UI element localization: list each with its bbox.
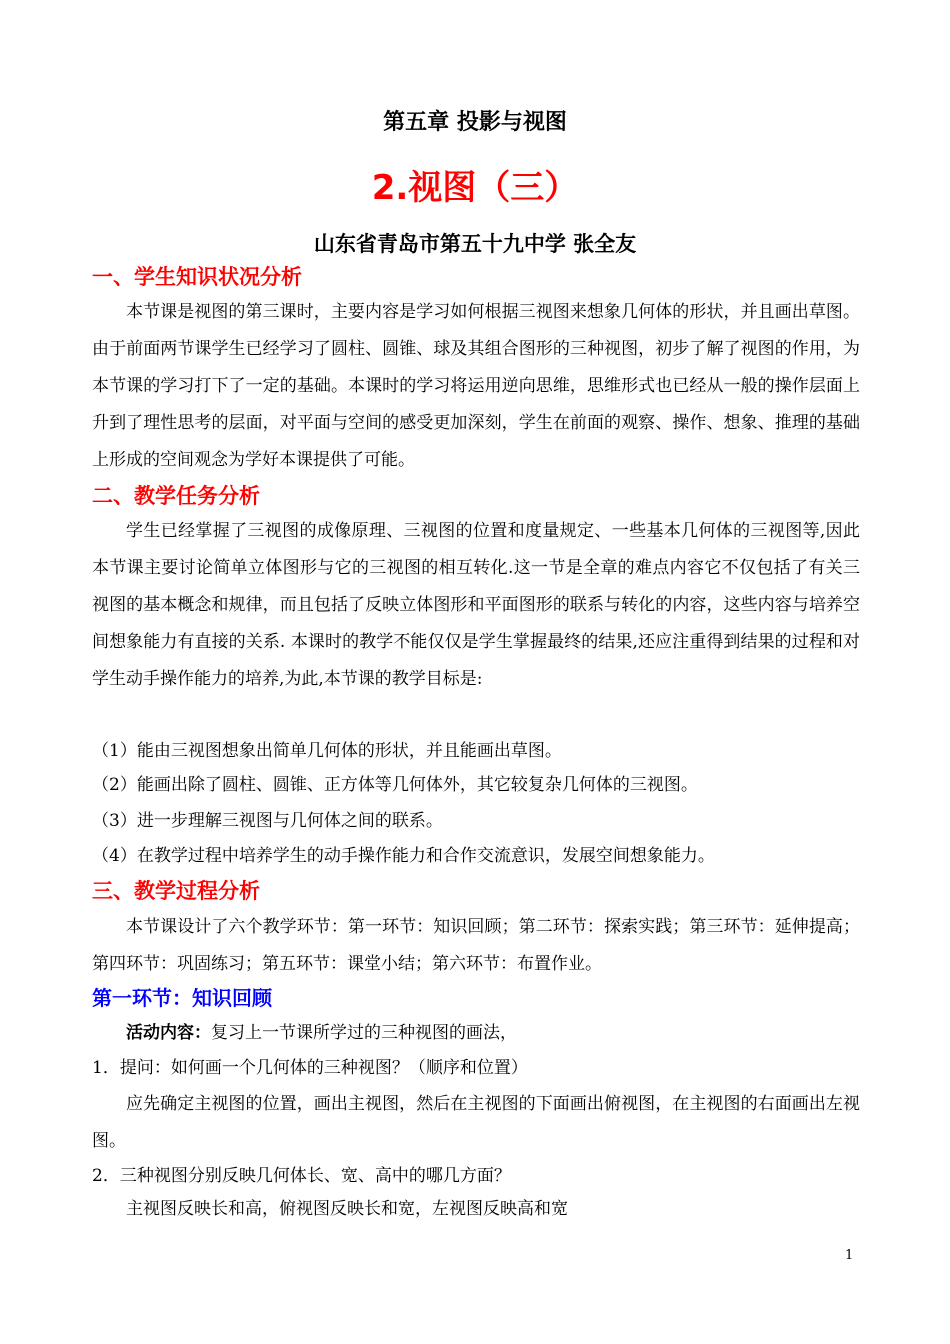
step-1-heading: 第一环节：知识回顾 bbox=[92, 986, 272, 1010]
activity-label: 活动内容： bbox=[126, 1023, 211, 1043]
answer-2: 主视图反映长和高，俯视图反映长和宽，左视图反映高和宽 bbox=[126, 1199, 568, 1219]
section-heading-1: 一、学生知识状况分析 bbox=[92, 265, 302, 289]
section-2-body: 学生已经掌握了三视图的成像原理、三视图的位置和度量规定、一些基本几何体的三视图等,因此本节课主要讨论简单立体图形与它的三视图的相互转化.这一节是全章的难点内容它不仅包括了有关三视图的基本概念和规律，而且包括了反映立体图形和平面图形的联系与转化的内容，这些内容与培养空间想象能力有直接的关系. 本课时的教学不能仅仅是学生掌握最终的结果,还应注重得到结果的过程和对学生动手操作能力的培养,为此,本节课的教学目标是: bbox=[92, 521, 860, 689]
question-2: 2．三种视图分别反映几何体长、宽、高中的哪几方面？ bbox=[92, 1166, 511, 1186]
section-heading-3: 三、教学过程分析 bbox=[92, 879, 260, 903]
lesson-title: 2.视图（三） bbox=[371, 168, 579, 208]
section-3-body: 本节课设计了六个教学环节：第一环节：知识回顾；第二环节：探索实践；第三环节：延伸提高；第四环节：巩固练习；第五环节：课堂小结；第六环节：布置作业。 bbox=[92, 917, 860, 974]
chapter-title: 第五章 投影与视图 bbox=[383, 110, 567, 135]
question-1: 1．提问：如何画一个几何体的三种视图？（顺序和位置） bbox=[92, 1058, 528, 1078]
activity-line bbox=[92, 1017, 860, 1049]
section-heading-2: 二、教学任务分析 bbox=[92, 484, 260, 508]
goal-item-4: （4）在教学过程中培养学生的动手操作能力和合作交流意识，发展空间想象能力。 bbox=[92, 846, 715, 866]
activity-text: 复习上一节课所学过的三种视图的画法， bbox=[211, 1023, 517, 1043]
goal-item-1: （1）能由三视图想象出简单几何体的形状，并且能画出草图。 bbox=[92, 741, 562, 761]
answer-1: 应先确定主视图的位置，画出主视图，然后在主视图的下面画出俯视图，在主视图的右面画出左视图。 bbox=[92, 1094, 860, 1151]
page-number: 1 bbox=[845, 1248, 854, 1263]
section-1-body: 本节课是视图的第三课时，主要内容是学习如何根据三视图来想象几何体的形状，并且画出草图。由于前面两节课学生已经学习了圆柱、圆锥、球及其组合图形的三种视图，初步了解了视图的作用，为本节课的学习打下了一定的基础。本课时的学习将运用逆向思维，思维形式也已经从一般的操作层面上升到了理性思考的层面，对平面与空间的感受更加深刻，学生在前面的观察、操作、想象、推理的基础上形成的空间观念为学好本课提供了可能。 bbox=[92, 302, 860, 470]
goal-item-3: （3）进一步理解三视图与几何体之间的联系。 bbox=[92, 811, 443, 831]
author-line: 山东省青岛市第五十九中学 张全友 bbox=[313, 232, 637, 256]
goal-item-2: （2）能画出除了圆柱、圆锥、正方体等几何体外，其它较复杂几何体的三视图。 bbox=[92, 775, 698, 795]
